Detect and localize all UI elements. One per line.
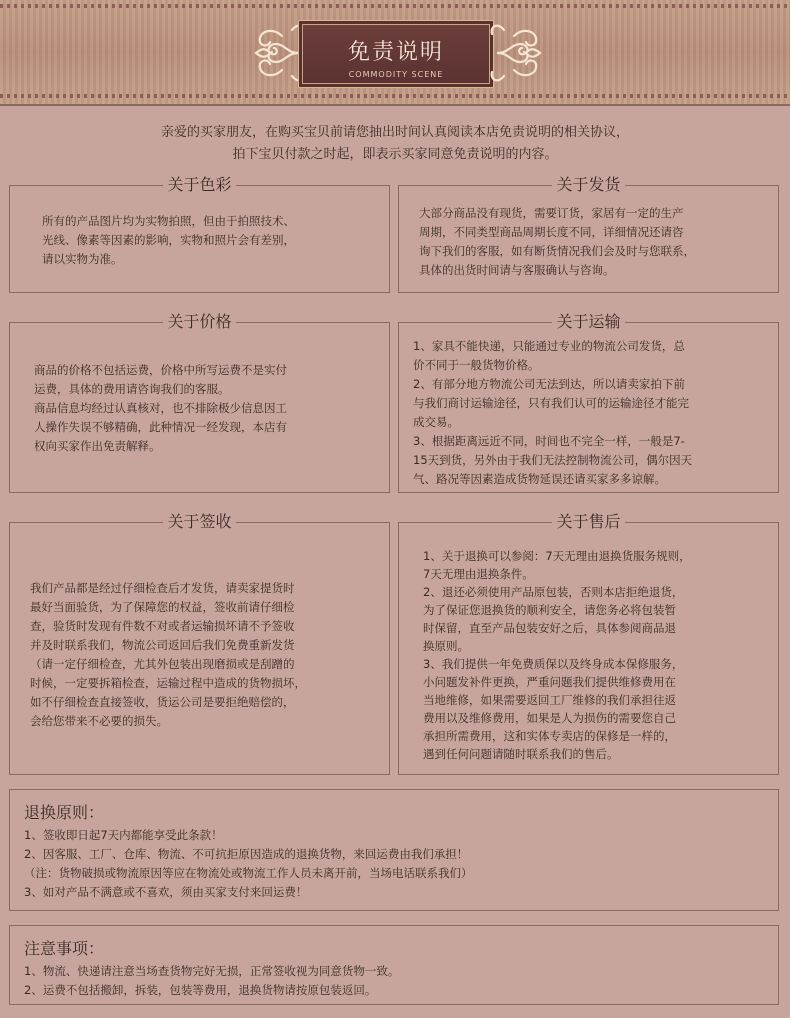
section-transport — [398, 312, 779, 493]
header-dot-border-bottom — [0, 94, 790, 98]
header-dot-border-top — [0, 4, 790, 8]
return-policy-title: 退换原则： — [24, 803, 105, 822]
section-aftersale-title: 关于售后 — [552, 512, 624, 531]
section-receipt-body: 我们产品都是经过仔细检查后才发货，请卖家提货时 最好当面验货，为了保障您的权益，签收前请仔细检 查，验货时发现有件数不对或者运输损坏请不予签收 并及时联系我们，物流公司返回后我们免费重新发货 （请一定仔细检查，尤其外包装出现磨损或是刮蹭的 时候，一定要拆箱检查，运输过程中造成的货物损坏， 如不仔细检查直接签收，货运公司是要拒绝赔偿的， 会给您带来不必要的损失。 — [30, 581, 306, 728]
section-receipt-title: 关于签收 — [163, 512, 235, 531]
intro-line-1: 亲爱的买家朋友，在购买宝贝前请您抽出时间认真阅读本店免责说明的相关协议， — [160, 125, 629, 140]
section-color-title: 关于色彩 — [163, 175, 235, 194]
notes-title: 注意事项： — [24, 939, 105, 958]
page-subtitle: COMMODITY SCENE — [348, 70, 444, 79]
section-shipping-title: 关于发货 — [552, 175, 624, 194]
section-aftersale — [398, 512, 779, 775]
title-plaque — [298, 20, 494, 88]
section-shipping — [398, 175, 779, 293]
notes-body: 1、物流、快递请注意当场查货物完好无损，正常签收视为同意货物一致。 2、运费不包括搬卸，拆装，包装等费用，退换货物请按原包装返回。 — [24, 964, 400, 997]
section-receipt — [9, 512, 390, 775]
section-color-body: 所有的产品图片均为实物拍照，但由于拍照技术、 光线、像素等因素的影响，实物和照片会有差别， 请以实物为准。 — [42, 214, 295, 266]
section-price-title: 关于价格 — [163, 312, 235, 331]
section-aftersale-body: 1、关于退换可以参阅：7天无理由退换货服务规则， 7天无理由退换条件。 2、退还必须使用产品原包装，否则本店拒绝退货， 为了保证您退换货的顺利安全，请您务必将包装暂 时保留，直至产品包装安好之后，具体参阅商品退 换原则。 3、我们提供一年免费质保以及终身成本保修服务， 小问题发补件更换，严重问题我们提供维修费用在 当地维修，如果需要返回工厂维修的我们承担往返 费用以及维修费用，如果是人为损伤的需要您自己 承担所需费用，这和实体专卖店的保修是一样的， 遇到任何问题请随时联系我们的售后。 — [423, 549, 691, 761]
section-price — [9, 312, 390, 493]
section-color — [9, 175, 390, 293]
section-shipping-body: 大部分商品没有现货，需要订货，家居有一定的生产 周期，不同类型商品周期长度不同，详细情况还请咨 询下我们的客服，如有断货情况我们会及时与您联系， 具体的出货时间请与客服确认与咨询。 — [419, 206, 695, 277]
section-transport-body: 1、家具不能快递，只能通过专业的物流公司发货，总 价不同于一般货物价格。 2、有部分地方物流公司无法到达，所以请卖家拍下前 与我们商讨运输途径，只有我们认可的运输途径才能完 成交易。 3、根据距离远近不同，时间也不完全一样，一般是7- 15天到货，另外由于我们无法控制物流公司，偶尔因天 气、路况等因素造成货物延误还请买家多多谅解。 — [413, 339, 693, 486]
return-policy-panel — [9, 789, 779, 911]
intro-text — [0, 122, 790, 166]
section-price-body: 商品的价格不包括运费，价格中所写运费不是实付 运费，具体的费用请咨询我们的客服。 商品信息均经过认真核对，也不排除极少信息因工 人操作失误不够精确，此种情况一经发现，本店有 权向买家作出免责解释。 — [34, 363, 287, 453]
section-transport-title: 关于运输 — [552, 312, 624, 331]
notes-panel — [9, 925, 779, 1005]
intro-line-2: 拍下宝贝付款之时起，即表示买家同意免责说明的内容。 — [232, 147, 558, 162]
right-ornament-icon — [486, 14, 548, 92]
page-title: 免责说明 — [347, 40, 444, 65]
header-banner — [0, 0, 790, 106]
return-policy-body: 1、签收即日起7天内都能享受此条款！ 2、因客服、工厂、仓库、物流、不可抗拒原因造成的退换货物，来回运费由我们承担！ （注：货物破损或物流原因等应在物流处或物流工作人员未离开前，当场电话联系我们） 3、如对产品不满意或不喜欢，须由买家支付来回运费！ — [24, 828, 473, 899]
